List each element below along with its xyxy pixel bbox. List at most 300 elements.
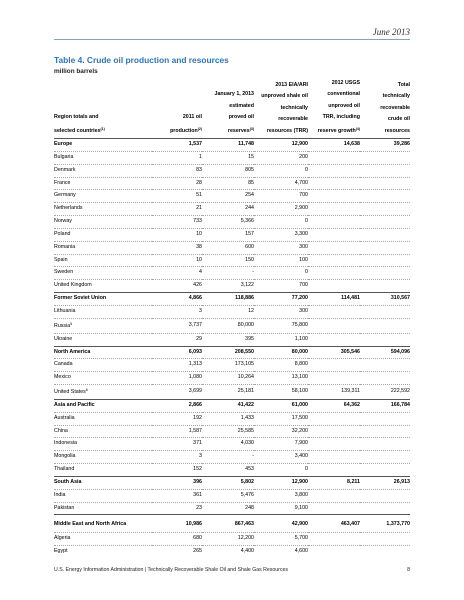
footer-text: U.S. Energy Information Administration | Technically Recoverable Shale Oil and Shale Gas Resources bbox=[54, 567, 288, 573]
value-cell: 80,000 bbox=[254, 346, 308, 359]
row-label bbox=[54, 190, 152, 203]
row-name: Romania bbox=[54, 243, 76, 250]
row-label bbox=[54, 139, 152, 152]
row-label bbox=[54, 489, 152, 502]
value-cell: 6,093 bbox=[152, 346, 202, 359]
value-cell: 64,362 bbox=[308, 399, 360, 412]
row-label bbox=[54, 502, 152, 515]
country-row bbox=[54, 385, 410, 400]
value-cell bbox=[308, 203, 360, 216]
value-cell: 80,000 bbox=[202, 318, 254, 333]
value-cell: 0 bbox=[254, 216, 308, 229]
value-cell: 4,400 bbox=[202, 546, 254, 558]
value-cell bbox=[308, 451, 360, 464]
row-name: Australia bbox=[54, 414, 75, 421]
value-cell: 5,366 bbox=[202, 216, 254, 229]
row-label bbox=[54, 203, 152, 216]
row-label bbox=[54, 293, 152, 306]
value-cell: 1 bbox=[152, 151, 202, 164]
row-name: Europe bbox=[54, 141, 73, 147]
column-header-line: Total bbox=[397, 81, 410, 88]
value-cell: 426 bbox=[152, 280, 202, 293]
row-label bbox=[54, 546, 152, 558]
column-header-line: production bbox=[170, 127, 198, 134]
country-row bbox=[54, 151, 410, 164]
column-header-line: 2013 EIA/ARI bbox=[275, 81, 308, 88]
column-header-line: unproved oil bbox=[328, 102, 360, 109]
country-row bbox=[54, 464, 410, 477]
footnote-marker: 6 bbox=[85, 388, 88, 393]
value-cell: 1,433 bbox=[202, 412, 254, 425]
value-cell bbox=[308, 177, 360, 190]
value-cell: 0 bbox=[254, 164, 308, 177]
value-cell: 4,600 bbox=[254, 546, 308, 558]
row-label bbox=[54, 151, 152, 164]
value-cell: 23 bbox=[152, 502, 202, 515]
region-row bbox=[54, 139, 410, 152]
region-row bbox=[54, 293, 410, 306]
row-name: North America bbox=[54, 348, 91, 355]
region-row bbox=[54, 399, 410, 412]
row-label bbox=[54, 216, 152, 229]
value-cell bbox=[308, 267, 360, 280]
value-cell: 150 bbox=[202, 254, 254, 267]
row-name: Egypt bbox=[54, 548, 68, 555]
row-name: China bbox=[54, 427, 68, 434]
value-cell bbox=[360, 254, 410, 267]
value-cell: - bbox=[202, 451, 254, 464]
row-label bbox=[54, 533, 152, 546]
value-cell: 118,886 bbox=[202, 293, 254, 306]
column-header-line: estimated bbox=[229, 102, 254, 109]
value-cell: 1,080 bbox=[152, 372, 202, 385]
row-name: Poland bbox=[54, 230, 71, 237]
value-cell: 8,800 bbox=[254, 359, 308, 372]
page-footer bbox=[54, 567, 410, 573]
table-header-row bbox=[54, 76, 410, 139]
value-cell: 395 bbox=[202, 333, 254, 346]
value-cell bbox=[360, 241, 410, 254]
column-header bbox=[308, 76, 360, 139]
value-cell: 5,802 bbox=[202, 476, 254, 489]
row-name: Asia and Pacific bbox=[54, 401, 95, 408]
row-label bbox=[54, 476, 152, 489]
value-cell bbox=[360, 533, 410, 546]
value-cell: 1,537 bbox=[188, 141, 202, 147]
column-header-line: resources bbox=[384, 127, 410, 134]
column-header bbox=[360, 76, 410, 139]
value-cell: 61,000 bbox=[254, 399, 308, 412]
value-cell: 32,200 bbox=[254, 425, 308, 438]
value-cell: 1,587 bbox=[152, 425, 202, 438]
region-row bbox=[54, 515, 410, 533]
value-cell bbox=[360, 190, 410, 203]
value-cell: 14,638 bbox=[343, 141, 360, 147]
footnote-marker: (3) bbox=[249, 126, 254, 131]
footnote-marker: (1) bbox=[100, 126, 105, 131]
country-row bbox=[54, 502, 410, 515]
row-label bbox=[54, 412, 152, 425]
column-header-line: technically bbox=[280, 104, 308, 111]
column-header-line: Region totals and bbox=[54, 114, 99, 120]
column-header bbox=[54, 76, 152, 139]
value-cell: 700 bbox=[254, 280, 308, 293]
value-cell: 13,100 bbox=[254, 372, 308, 385]
value-cell: 0 bbox=[254, 464, 308, 477]
value-cell bbox=[308, 412, 360, 425]
row-name: Spain bbox=[54, 256, 68, 263]
row-label bbox=[54, 451, 152, 464]
value-cell: 3,737 bbox=[152, 318, 202, 333]
region-row bbox=[54, 476, 410, 489]
row-name: Russia bbox=[54, 322, 71, 329]
row-label bbox=[54, 164, 152, 177]
header-date: June 2013 bbox=[372, 27, 410, 37]
value-cell bbox=[360, 267, 410, 280]
value-cell: 166,784 bbox=[360, 399, 410, 412]
value-cell: 305,546 bbox=[308, 346, 360, 359]
value-cell: 12,900 bbox=[291, 141, 308, 147]
crude-oil-table bbox=[54, 76, 410, 558]
value-cell bbox=[360, 228, 410, 241]
value-cell: 39,286 bbox=[393, 141, 410, 147]
value-cell: 26,913 bbox=[360, 476, 410, 489]
value-cell: 867,463 bbox=[202, 515, 254, 533]
column-header bbox=[152, 76, 202, 139]
country-row bbox=[54, 305, 410, 318]
value-cell: 0 bbox=[254, 267, 308, 280]
footnote-marker: (4) bbox=[355, 126, 360, 131]
header-rule bbox=[54, 39, 410, 40]
value-cell: 9,100 bbox=[254, 502, 308, 515]
column-header-line: recoverable bbox=[278, 116, 308, 122]
column-header bbox=[202, 76, 254, 139]
page-number: 8 bbox=[407, 567, 410, 573]
value-cell bbox=[360, 464, 410, 477]
value-cell: - bbox=[202, 267, 254, 280]
value-cell: 192 bbox=[152, 412, 202, 425]
column-header-line: 2012 USGS bbox=[331, 79, 360, 86]
column-header-line: resources (TRR) bbox=[266, 127, 308, 134]
country-row bbox=[54, 177, 410, 190]
footnote-marker: (2) bbox=[197, 126, 202, 131]
value-cell bbox=[360, 502, 410, 515]
row-label bbox=[54, 228, 152, 241]
value-cell bbox=[360, 359, 410, 372]
row-name: Germany bbox=[54, 192, 76, 199]
value-cell bbox=[308, 280, 360, 293]
row-name: Mongolia bbox=[54, 453, 76, 460]
value-cell: 114,481 bbox=[308, 293, 360, 306]
value-cell bbox=[308, 190, 360, 203]
value-cell: 25,181 bbox=[202, 385, 254, 400]
country-row bbox=[54, 203, 410, 216]
value-cell bbox=[360, 489, 410, 502]
value-cell bbox=[308, 164, 360, 177]
value-cell: 42,900 bbox=[254, 515, 308, 533]
country-row bbox=[54, 241, 410, 254]
value-cell: 594,096 bbox=[360, 346, 410, 359]
row-name: Middle East and North Africa bbox=[54, 520, 127, 527]
value-cell bbox=[308, 151, 360, 164]
row-label bbox=[54, 346, 152, 359]
row-label bbox=[54, 425, 152, 438]
value-cell: 5,476 bbox=[202, 489, 254, 502]
row-name: Thailand bbox=[54, 466, 75, 473]
column-header-line: January 1, 2013 bbox=[214, 91, 254, 97]
country-row bbox=[54, 451, 410, 464]
value-cell bbox=[308, 489, 360, 502]
value-cell: 361 bbox=[152, 489, 202, 502]
value-cell bbox=[308, 241, 360, 254]
row-name: India bbox=[54, 491, 66, 498]
value-cell: 2,900 bbox=[254, 203, 308, 216]
value-cell: 3,699 bbox=[152, 385, 202, 400]
value-cell: 12,900 bbox=[254, 476, 308, 489]
value-cell: 3 bbox=[152, 305, 202, 318]
column-header-line: conventional bbox=[327, 91, 360, 97]
value-cell bbox=[308, 425, 360, 438]
row-name: Ukraine bbox=[54, 335, 73, 342]
value-cell bbox=[308, 546, 360, 558]
value-cell: 4,030 bbox=[202, 438, 254, 451]
row-label bbox=[54, 359, 152, 372]
row-label bbox=[54, 385, 152, 400]
country-row bbox=[54, 228, 410, 241]
country-row bbox=[54, 438, 410, 451]
value-cell bbox=[360, 305, 410, 318]
value-cell bbox=[360, 438, 410, 451]
country-row bbox=[54, 412, 410, 425]
row-name: Pakistan bbox=[54, 504, 75, 511]
row-name: United States bbox=[54, 389, 86, 396]
column-header-line: 2011 oil bbox=[182, 114, 202, 120]
country-row bbox=[54, 372, 410, 385]
value-cell: 248 bbox=[202, 502, 254, 515]
value-cell: 600 bbox=[202, 241, 254, 254]
value-cell: 4,866 bbox=[152, 293, 202, 306]
row-name: South Asia bbox=[54, 478, 82, 485]
value-cell: 75,800 bbox=[254, 318, 308, 333]
value-cell bbox=[360, 164, 410, 177]
value-cell: 10 bbox=[152, 254, 202, 267]
value-cell: 463,407 bbox=[308, 515, 360, 533]
row-name: Sweden bbox=[54, 269, 74, 276]
value-cell: 4 bbox=[152, 267, 202, 280]
value-cell bbox=[308, 228, 360, 241]
country-row bbox=[54, 164, 410, 177]
row-label bbox=[54, 515, 152, 533]
value-cell bbox=[360, 318, 410, 333]
value-cell: 17,500 bbox=[254, 412, 308, 425]
value-cell: 1,373,770 bbox=[360, 515, 410, 533]
value-cell: 10,986 bbox=[152, 515, 202, 533]
value-cell: 1,313 bbox=[152, 359, 202, 372]
value-cell bbox=[360, 412, 410, 425]
value-cell: 139,311 bbox=[308, 385, 360, 400]
value-cell: 83 bbox=[152, 164, 202, 177]
value-cell: 3,122 bbox=[202, 280, 254, 293]
region-row bbox=[54, 346, 410, 359]
row-label bbox=[54, 305, 152, 318]
column-header-line: recoverable bbox=[380, 104, 410, 111]
country-row bbox=[54, 190, 410, 203]
value-cell: 15 bbox=[202, 151, 254, 164]
column-header-line: selected countries bbox=[54, 127, 101, 134]
value-cell bbox=[308, 372, 360, 385]
row-name: Netherlands bbox=[54, 205, 83, 212]
value-cell bbox=[308, 333, 360, 346]
value-cell bbox=[360, 546, 410, 558]
value-cell: 10,264 bbox=[202, 372, 254, 385]
value-cell bbox=[360, 280, 410, 293]
value-cell bbox=[308, 305, 360, 318]
value-cell: 680 bbox=[152, 533, 202, 546]
value-cell bbox=[308, 254, 360, 267]
value-cell bbox=[360, 203, 410, 216]
country-row bbox=[54, 425, 410, 438]
row-label bbox=[54, 177, 152, 190]
row-label bbox=[54, 318, 152, 333]
row-name: Former Soviet Union bbox=[54, 295, 107, 302]
value-cell bbox=[360, 333, 410, 346]
value-cell: 28 bbox=[152, 177, 202, 190]
value-cell: 41,422 bbox=[202, 399, 254, 412]
row-label bbox=[54, 254, 152, 267]
column-header-line: technically bbox=[382, 93, 410, 99]
value-cell bbox=[308, 359, 360, 372]
row-name: Bulgaria bbox=[54, 153, 74, 160]
row-label bbox=[54, 438, 152, 451]
value-cell: 11,748 bbox=[238, 141, 254, 147]
column-header-line: TRR, including bbox=[322, 114, 360, 120]
value-cell: 12 bbox=[202, 305, 254, 318]
value-cell bbox=[308, 216, 360, 229]
row-label bbox=[54, 280, 152, 293]
value-cell: 85 bbox=[202, 177, 254, 190]
column-header-line: reserves bbox=[227, 127, 250, 134]
value-cell: 300 bbox=[254, 241, 308, 254]
value-cell: 173,105 bbox=[202, 359, 254, 372]
value-cell: 3 bbox=[152, 451, 202, 464]
table-title: Table 4. Crude oil production and resources bbox=[54, 55, 229, 65]
value-cell: 5,700 bbox=[254, 533, 308, 546]
value-cell: 3,300 bbox=[254, 228, 308, 241]
value-cell: 371 bbox=[152, 438, 202, 451]
footnote-marker: 5 bbox=[70, 321, 73, 326]
value-cell: 300 bbox=[254, 305, 308, 318]
value-cell: 7,900 bbox=[254, 438, 308, 451]
table-units: million barrels bbox=[54, 68, 98, 75]
country-row bbox=[54, 546, 410, 558]
value-cell: 700 bbox=[254, 190, 308, 203]
row-name: Mexico bbox=[54, 374, 71, 381]
value-cell: 21 bbox=[152, 203, 202, 216]
column-header-line: proved oil bbox=[228, 114, 254, 120]
row-name: Denmark bbox=[54, 166, 76, 173]
value-cell bbox=[360, 151, 410, 164]
value-cell: 3,400 bbox=[254, 451, 308, 464]
value-cell bbox=[308, 533, 360, 546]
value-cell: 100 bbox=[254, 254, 308, 267]
value-cell: 396 bbox=[152, 476, 202, 489]
column-header-line: reserve growth bbox=[317, 127, 356, 134]
value-cell: 157 bbox=[202, 228, 254, 241]
row-name: Canada bbox=[54, 361, 73, 368]
value-cell: 1,100 bbox=[254, 333, 308, 346]
value-cell: 2,866 bbox=[152, 399, 202, 412]
value-cell: 77,200 bbox=[254, 293, 308, 306]
row-name: United Kingdom bbox=[54, 282, 92, 289]
value-cell: 200 bbox=[254, 151, 308, 164]
value-cell: 805 bbox=[202, 164, 254, 177]
value-cell bbox=[360, 425, 410, 438]
row-name: Norway bbox=[54, 218, 72, 225]
value-cell: 12,200 bbox=[202, 533, 254, 546]
value-cell bbox=[308, 502, 360, 515]
value-cell: 733 bbox=[152, 216, 202, 229]
value-cell bbox=[360, 372, 410, 385]
value-cell: 3,800 bbox=[254, 489, 308, 502]
value-cell: 208,550 bbox=[202, 346, 254, 359]
row-label bbox=[54, 333, 152, 346]
value-cell: 25,585 bbox=[202, 425, 254, 438]
value-cell: 51 bbox=[152, 190, 202, 203]
value-cell: 38 bbox=[152, 241, 202, 254]
value-cell: 10 bbox=[152, 228, 202, 241]
column-header-line: crude oil bbox=[387, 116, 410, 122]
value-cell: 29 bbox=[152, 333, 202, 346]
value-cell bbox=[308, 464, 360, 477]
row-label bbox=[54, 241, 152, 254]
value-cell: 152 bbox=[152, 464, 202, 477]
value-cell: 4,700 bbox=[254, 177, 308, 190]
value-cell: 58,100 bbox=[254, 385, 308, 400]
row-label bbox=[54, 267, 152, 280]
value-cell: 453 bbox=[202, 464, 254, 477]
value-cell: 244 bbox=[202, 203, 254, 216]
country-row bbox=[54, 333, 410, 346]
country-row bbox=[54, 359, 410, 372]
value-cell: 310,567 bbox=[360, 293, 410, 306]
value-cell bbox=[308, 438, 360, 451]
country-row bbox=[54, 489, 410, 502]
row-name: Lithuania bbox=[54, 307, 76, 314]
country-row bbox=[54, 254, 410, 267]
value-cell: 254 bbox=[202, 190, 254, 203]
value-cell bbox=[360, 177, 410, 190]
row-label bbox=[54, 399, 152, 412]
country-row bbox=[54, 533, 410, 546]
value-cell bbox=[360, 451, 410, 464]
country-row bbox=[54, 280, 410, 293]
row-name: Indonesia bbox=[54, 440, 77, 447]
row-label bbox=[54, 464, 152, 477]
value-cell: 8,211 bbox=[308, 476, 360, 489]
row-name: Algeria bbox=[54, 535, 71, 542]
value-cell: 265 bbox=[152, 546, 202, 558]
row-label bbox=[54, 372, 152, 385]
column-header-line: unproved shale oil bbox=[261, 93, 308, 99]
column-header bbox=[254, 76, 308, 139]
row-name: France bbox=[54, 179, 71, 186]
value-cell bbox=[360, 216, 410, 229]
value-cell bbox=[308, 318, 360, 333]
country-row bbox=[54, 216, 410, 229]
country-row bbox=[54, 267, 410, 280]
value-cell: 222,592 bbox=[360, 385, 410, 400]
country-row bbox=[54, 318, 410, 333]
